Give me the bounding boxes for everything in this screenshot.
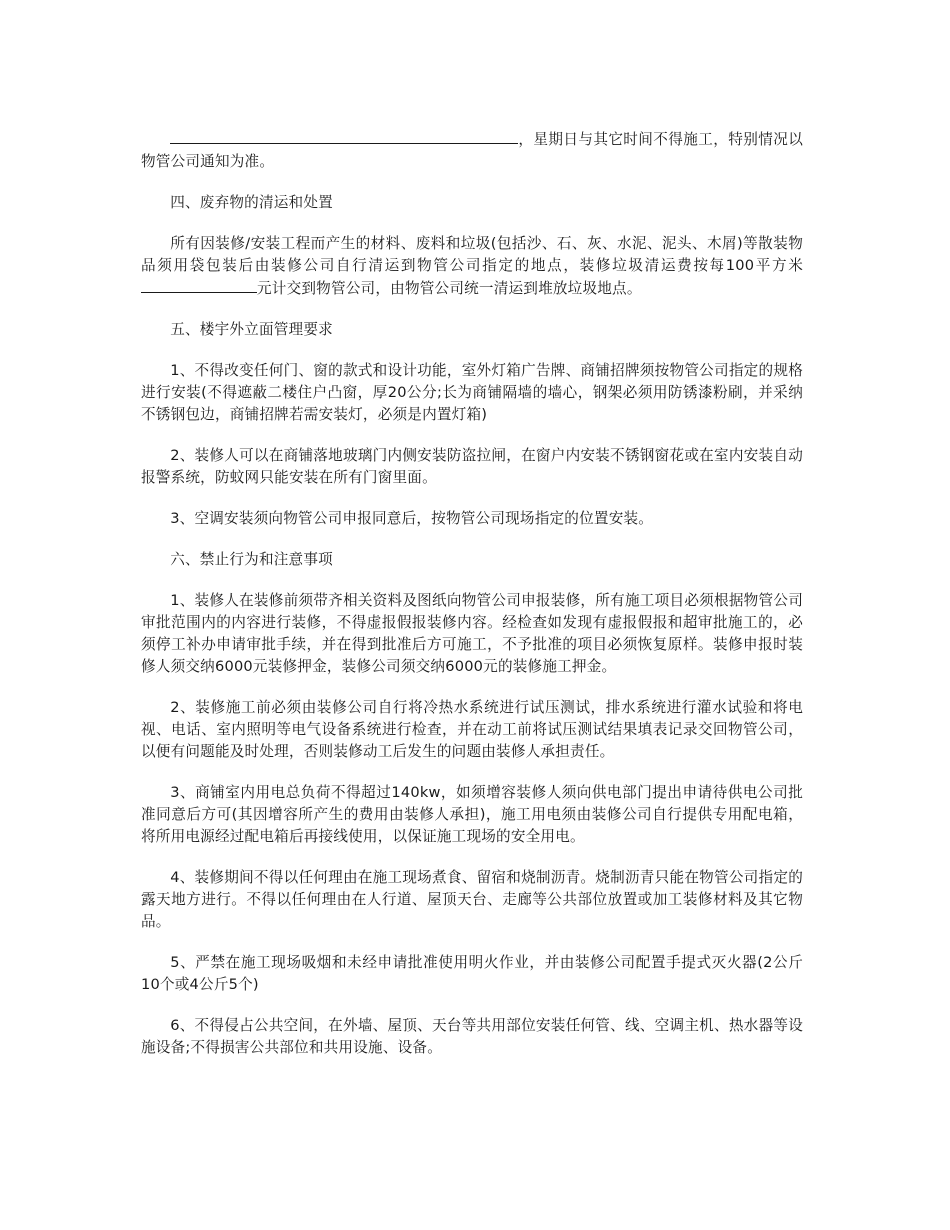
section-heading-5: 五、楼宇外立面管理要求 [170, 321, 333, 338]
paragraph-6-4: 4、装修期间不得以任何理由在施工现场煮食、留宿和烧制沥青。烧制沥青只能在物管公司指定的露天地方进行。不得以任何理由在人行道、屋顶天台、走廊等公共部位放置或加工装修材料及其它物品。 [141, 869, 803, 930]
paragraph-5-1: 1、不得改变任何门、窗的款式和设计功能，室外灯箱广告牌、商铺招牌须按物管公司指定的规格进行安装(不得遮蔽二楼住户凸窗，厚20公分;长为商铺隔墙的墙心，钢架必须用防锈漆粉刷，并采纳不锈钢包边，商铺招牌若需安装灯，必须是内置灯箱) [141, 362, 803, 423]
paragraph-6-2: 2、装修施工前必须由装修公司自行将冷热水系统进行试压测试，排水系统进行灌水试验和将电视、电话、室内照明等电气设备系统进行检查，并在动工前将试压测试结果填表记录交回物管公司，以便有问题能及时处理，否则装修动工后发生的问题由装修人承担责任。 [141, 699, 803, 760]
fill-blank-fee[interactable] [141, 277, 257, 293]
paragraph-5-2: 2、装修人可以在商铺落地玻璃门内侧安装防盗拉闸，在窗户内安装不锈钢窗花或在室内安装自动报警系统，防蚊网只能安装在所有门窗里面。 [141, 447, 803, 486]
document-page [141, 128, 803, 1078]
paragraph-text: 元计交到物管公司，由物管公司统一清运到堆放垃圾地点。 [257, 280, 642, 297]
paragraph-6-5: 5、严禁在施工现场吸烟和未经申请批准使用明火作业，并由装修公司配置手提式灭火器(2公斤10个或4公斤5个) [141, 954, 803, 993]
section-heading-6: 六、禁止行为和注意事项 [170, 551, 333, 568]
section-heading-4: 四、废弃物的清运和处置 [170, 194, 333, 211]
paragraph-6-6: 6、不得侵占公共空间，在外墙、屋顶、天台等共用部位安装任何管、线、空调主机、热水器等设施设备;不得损害公共部位和共用设施、设备。 [141, 1017, 803, 1056]
paragraph-6-3: 3、商铺室内用电总负荷不得超过140kw，如须增容装修人须向供电部门提出申请待供电公司批准同意后方可(其因增容所产生的费用由装修人承担)，施工用电须由装修公司自行提供专用配电箱，将所用电源经过配电箱后再接线使用，以保证施工现场的安全用电。 [141, 784, 803, 845]
fill-blank-time[interactable] [170, 128, 518, 144]
paragraph-waste-disposal [141, 233, 803, 300]
paragraph-construction-time [141, 128, 803, 173]
paragraph-text: 所有因装修/安装工程而产生的材料、废料和垃圾(包括沙、石、灰、水泥、泥头、木屑)等散装物品须用袋包装后由装修公司自行清运到物管公司指定的地点，装修垃圾清运费按每100平方米 [141, 235, 803, 274]
paragraph-text: ，星期日与其它时间不得施工，特别情况以物管公司通知为准。 [141, 131, 803, 170]
paragraph-6-1: 1、装修人在装修前须带齐相关资料及图纸向物管公司申报装修，所有施工项目必须根据物管公司审批范围内的内容进行装修，不得虚报假报装修内容。经检查如发现有虚报假报和超审批施工的，必须停工补办申请审批手续，并在得到批准后方可施工，不予批准的项目必须恢复原样。装修申报时装修人须交纳6000元装修押金，装修公司须交纳6000元的装修施工押金。 [141, 592, 803, 675]
paragraph-5-3: 3、空调安装须向物管公司申报同意后，按物管公司现场指定的位置安装。 [170, 510, 654, 527]
